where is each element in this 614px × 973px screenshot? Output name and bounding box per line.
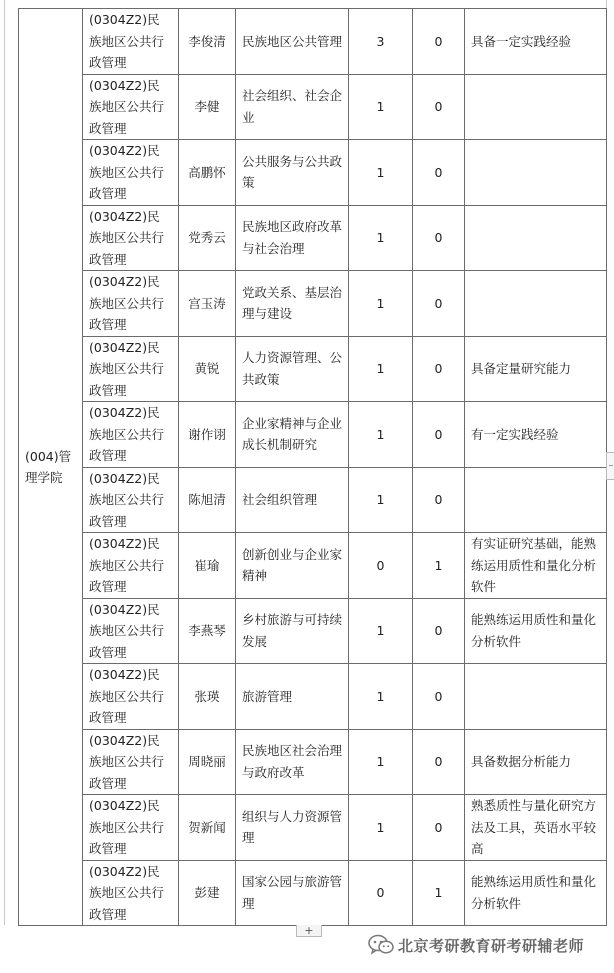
quota-a-cell: 1 <box>349 729 413 795</box>
quota-b-cell: 0 <box>413 729 465 795</box>
supervisor-cell: 宫玉涛 <box>179 271 236 337</box>
table-row <box>19 205 607 271</box>
quota-a-cell: 1 <box>349 336 413 402</box>
requirement-cell: 熟悉质性与量化研究方法及工具，英语水平较高 <box>465 795 607 861</box>
major-cell: (0304Z2)民族地区公共行政管理 <box>83 402 179 468</box>
quota-b-cell: 0 <box>413 140 465 206</box>
quota-a-cell: 1 <box>349 467 413 533</box>
major-cell: (0304Z2)民族地区公共行政管理 <box>83 860 179 926</box>
direction-cell: 创新创业与企业家精神 <box>236 533 349 599</box>
major-cell: (0304Z2)民族地区公共行政管理 <box>83 271 179 337</box>
supervisor-cell: 陈旭清 <box>179 467 236 533</box>
requirement-cell <box>465 467 607 533</box>
quota-b-cell: 0 <box>413 664 465 730</box>
table-row <box>19 336 607 402</box>
direction-cell: 公共服务与公共政策 <box>236 140 349 206</box>
major-cell: (0304Z2)民族地区公共行政管理 <box>83 533 179 599</box>
supervisor-cell: 党秀云 <box>179 205 236 271</box>
quota-b-cell: 0 <box>413 9 465 75</box>
supervisor-cell: 贺新闻 <box>179 795 236 861</box>
requirement-cell: 能熟练运用质性和量化分析软件 <box>465 860 607 926</box>
quota-a-cell: 1 <box>349 402 413 468</box>
major-cell: (0304Z2)民族地区公共行政管理 <box>83 795 179 861</box>
quota-a-cell: 1 <box>349 140 413 206</box>
quota-a-cell: 1 <box>349 795 413 861</box>
table-row <box>19 74 607 140</box>
quota-a-cell: 1 <box>349 205 413 271</box>
direction-cell: 人力资源管理、公共政策 <box>236 336 349 402</box>
supervisor-cell: 高鹏怀 <box>179 140 236 206</box>
table-resize-handle[interactable] <box>606 452 614 480</box>
supervisor-cell: 周晓丽 <box>179 729 236 795</box>
requirement-cell: 有实证研究基础，能熟练运用质性和量化分析软件 <box>465 533 607 599</box>
quota-a-cell: 1 <box>349 74 413 140</box>
direction-cell: 乡村旅游与可持续发展 <box>236 598 349 664</box>
supervisor-cell: 崔瑜 <box>179 533 236 599</box>
direction-cell: 党政关系、基层治理与建设 <box>236 271 349 337</box>
direction-cell: 组织与人力资源管理 <box>236 795 349 861</box>
admission-table <box>18 8 607 926</box>
quota-a-cell: 3 <box>349 9 413 75</box>
supervisor-cell: 张瑛 <box>179 664 236 730</box>
supervisor-cell: 李俊清 <box>179 9 236 75</box>
watermark-text: 北京考研教育研考研辅老师 <box>398 936 585 955</box>
major-cell: (0304Z2)民族地区公共行政管理 <box>83 467 179 533</box>
table-row <box>19 664 607 730</box>
requirement-cell: 有一定实践经验 <box>465 402 607 468</box>
page-edge <box>4 0 5 925</box>
major-cell: (0304Z2)民族地区公共行政管理 <box>83 664 179 730</box>
watermark <box>368 934 584 956</box>
requirement-cell <box>465 271 607 337</box>
table-row <box>19 533 607 599</box>
table-row <box>19 9 607 75</box>
direction-cell: 民族地区政府改革与社会治理 <box>236 205 349 271</box>
direction-cell: 旅游管理 <box>236 664 349 730</box>
major-cell: (0304Z2)民族地区公共行政管理 <box>83 9 179 75</box>
quota-a-cell: 1 <box>349 664 413 730</box>
quota-a-cell: 1 <box>349 598 413 664</box>
table-row <box>19 271 607 337</box>
major-cell: (0304Z2)民族地区公共行政管理 <box>83 336 179 402</box>
quota-b-cell: 0 <box>413 336 465 402</box>
table-row <box>19 729 607 795</box>
direction-cell: 企业家精神与企业成长机制研究 <box>236 402 349 468</box>
quota-a-cell: 0 <box>349 860 413 926</box>
requirement-cell <box>465 140 607 206</box>
requirement-cell <box>465 205 607 271</box>
supervisor-cell: 李燕琴 <box>179 598 236 664</box>
supervisor-cell: 彭建 <box>179 860 236 926</box>
requirement-cell <box>465 74 607 140</box>
table-row <box>19 467 607 533</box>
supervisor-cell: 谢作诩 <box>179 402 236 468</box>
major-cell: (0304Z2)民族地区公共行政管理 <box>83 729 179 795</box>
major-cell: (0304Z2)民族地区公共行政管理 <box>83 140 179 206</box>
supervisor-cell: 黄锐 <box>179 336 236 402</box>
quota-a-cell: 0 <box>349 533 413 599</box>
add-row-button[interactable]: + <box>296 925 322 937</box>
major-cell: (0304Z2)民族地区公共行政管理 <box>83 598 179 664</box>
supervisor-cell: 李健 <box>179 74 236 140</box>
table-row <box>19 860 607 926</box>
direction-cell: 国家公园与旅游管理 <box>236 860 349 926</box>
direction-cell: 民族地区社会治理与政府改革 <box>236 729 349 795</box>
requirement-cell <box>465 664 607 730</box>
direction-cell: 民族地区公共管理 <box>236 9 349 75</box>
table-row <box>19 795 607 861</box>
requirement-cell: 具备定量研究能力 <box>465 336 607 402</box>
quota-b-cell: 0 <box>413 74 465 140</box>
requirement-cell: 具备一定实践经验 <box>465 9 607 75</box>
quota-a-cell: 1 <box>349 271 413 337</box>
table-row <box>19 402 607 468</box>
quota-b-cell: 1 <box>413 533 465 599</box>
quota-b-cell: 0 <box>413 402 465 468</box>
college-cell: (004)管理学院 <box>19 9 83 926</box>
direction-cell: 社会组织管理 <box>236 467 349 533</box>
quota-b-cell: 0 <box>413 795 465 861</box>
quota-b-cell: 0 <box>413 467 465 533</box>
quota-b-cell: 0 <box>413 271 465 337</box>
quota-b-cell: 0 <box>413 205 465 271</box>
requirement-cell: 能熟练运用质性和量化分析软件 <box>465 598 607 664</box>
quota-b-cell: 0 <box>413 598 465 664</box>
wechat-icon <box>368 934 394 956</box>
major-cell: (0304Z2)民族地区公共行政管理 <box>83 74 179 140</box>
direction-cell: 社会组织、社会企业 <box>236 74 349 140</box>
major-cell: (0304Z2)民族地区公共行政管理 <box>83 205 179 271</box>
table-row <box>19 140 607 206</box>
requirement-cell: 具备数据分析能力 <box>465 729 607 795</box>
table-row <box>19 598 607 664</box>
quota-b-cell: 1 <box>413 860 465 926</box>
